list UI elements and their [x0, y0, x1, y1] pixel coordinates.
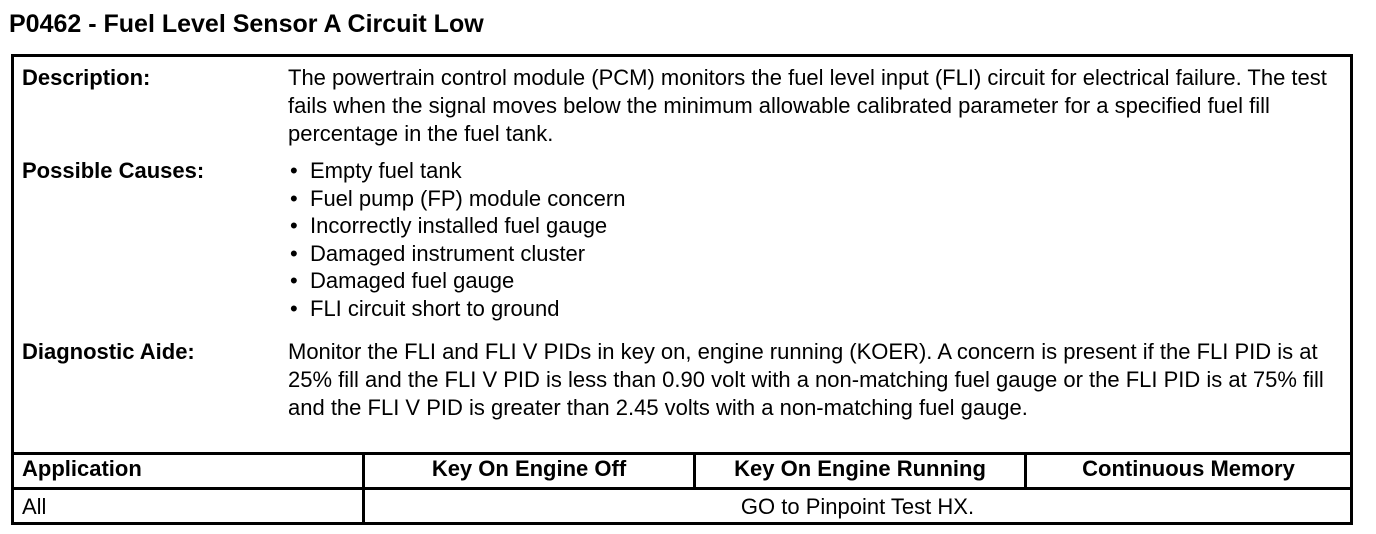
possible-causes-label: Possible Causes: [22, 158, 205, 183]
cause-text: Damaged fuel gauge [310, 268, 515, 294]
list-item [288, 267, 1328, 295]
list-item [288, 185, 1328, 213]
table-cell-application: All [22, 494, 47, 519]
possible-causes-list [288, 157, 1328, 323]
list-item [288, 212, 1328, 240]
bullet-icon: • [290, 158, 298, 183]
cause-text: Incorrectly installed fuel gauge [310, 213, 608, 239]
diagnostic-aide-label: Diagnostic Aide: [22, 339, 195, 364]
cause-text: Empty fuel tank [310, 158, 462, 183]
cause-text: FLI circuit short to ground [310, 295, 560, 321]
possible-causes-list-container [288, 157, 1328, 323]
list-item [288, 240, 1328, 268]
description-paragraph: The powertrain control module (PCM) monitors the fuel level input (FLI) circuit for electrical failure. The test fails when the signal moves below the minimum allowable calibrated parameter for a specified fuel fill percentage in the fuel tank. [288, 65, 1327, 146]
table-header-divider [14, 487, 1350, 490]
cause-text: Fuel pump (FP) module concern [310, 185, 626, 211]
header-key-on-engine-running: Key On Engine Running [734, 456, 986, 481]
bullet-icon: • [290, 240, 298, 266]
cause-text: Damaged instrument cluster [310, 240, 586, 266]
diagnostic-aide-text [288, 338, 1328, 422]
table-cell-action: GO to Pinpoint Test HX. [740, 494, 975, 519]
bullet-icon: • [290, 213, 298, 239]
list-item [288, 295, 1328, 323]
description-text [288, 64, 1328, 148]
list-item [288, 157, 1328, 185]
bullet-icon: • [290, 268, 298, 294]
header-key-on-engine-off: Key On Engine Off [431, 456, 627, 481]
description-label: Description: [22, 65, 151, 90]
header-continuous-memory: Continuous Memory [1082, 456, 1295, 481]
dtc-info-table [11, 54, 1353, 525]
header-application: Application [22, 456, 142, 481]
diagnostic-aide-paragraph: Monitor the FLI and FLI V PIDs in key on, engine running (KOER). A concern is present if the FLI PID is at 25% fill and the FLI V PID is less than 0.90 volt with a non-matching fuel gauge or the FLI PID is at 75% fill and the FLI V PID is greater than 2.45 volts with a non-matching fuel gauge. [288, 339, 1324, 420]
bullet-icon: • [290, 295, 298, 321]
bullet-icon: • [290, 185, 298, 211]
page-title: P0462 - Fuel Level Sensor A Circuit Low [9, 10, 484, 38]
